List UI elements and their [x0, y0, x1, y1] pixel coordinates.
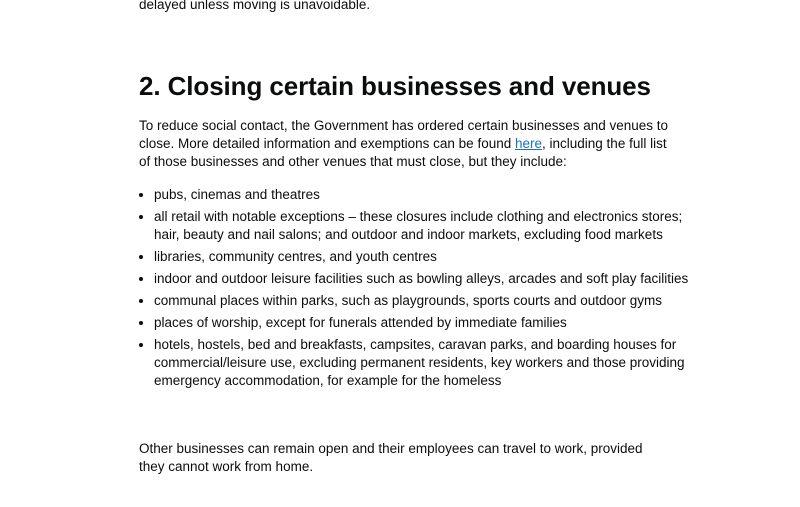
intro-text-end: , including the full list of those businesses and other venues that must close, but they include: — [139, 136, 667, 169]
section-outro: Other businesses can remain open and their employees can travel to work, provided they cannot work from home. — [139, 441, 643, 474]
list-item: • all retail with notable exceptions – these closures include clothing and electronics stores; hair, beauty and nail salons; and outdoor and indoor markets, excluding food markets — [154, 208, 690, 244]
list-item: • hotels, hostels, bed and breakfasts, campsites, caravan parks, and boarding houses for commercial/leisure use, excluding permanent residents, key workers and those providing emergency accommodation, for example for the homeless — [154, 336, 690, 390]
previous-section-text: delayed unless moving is unavoidable. — [139, 0, 371, 12]
section-heading: 2. Closing certain businesses and venues — [139, 71, 651, 101]
section-intro — [139, 117, 669, 171]
intro-text-start: To reduce social contact, the Government has ordered certain businesses and venues to close. More detailed information and exemptions can be found — [139, 118, 669, 151]
list-item: • places of worship, except for funerals attended by immediate families — [154, 314, 690, 332]
list-item: • libraries, community centres, and youth centres — [154, 248, 690, 266]
exemptions-link[interactable]: here — [514, 136, 543, 151]
closed-venues-list — [139, 186, 690, 394]
list-item: • pubs, cinemas and theatres — [154, 186, 690, 204]
list-item: • indoor and outdoor leisure facilities such as bowling alleys, arcades and soft play facilities — [154, 270, 690, 288]
list-item: • communal places within parks, such as playgrounds, sports courts and outdoor gyms — [154, 292, 690, 310]
